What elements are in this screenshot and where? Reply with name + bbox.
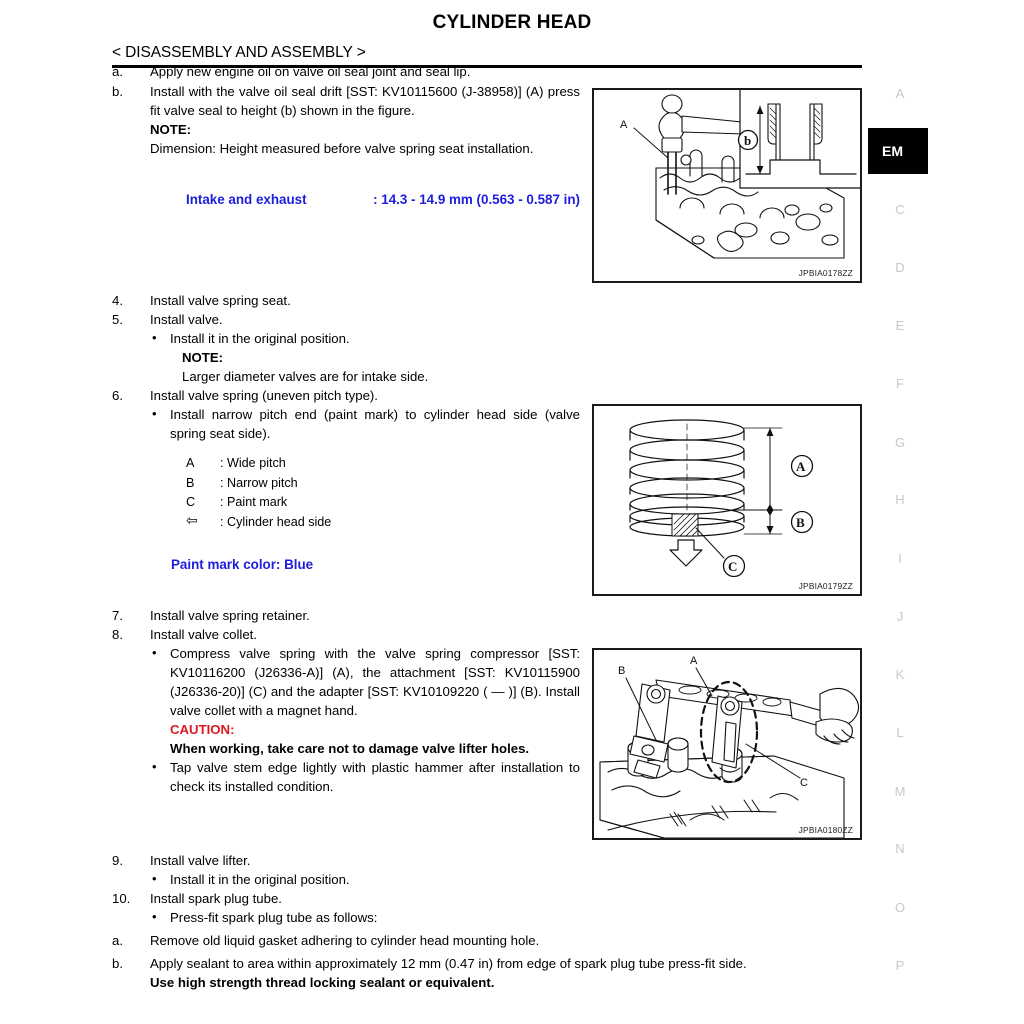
step-text: Install valve spring seat. — [150, 293, 291, 308]
figure-id: JPBIA0179ZZ — [798, 581, 853, 591]
figure-valve-oil-seal-drift — [592, 88, 862, 283]
index-tab-n[interactable]: N — [895, 841, 905, 856]
step-marker: a. — [112, 933, 123, 948]
index-tab-k[interactable]: K — [895, 667, 905, 682]
legend-item — [186, 513, 331, 533]
legend-item — [186, 493, 331, 513]
svg-text:A: A — [796, 459, 806, 474]
step-a-remove-gasket — [112, 931, 862, 950]
bullet-text: Install narrow pitch end (paint mark) to cylinder head side (valve spring seat side). — [170, 407, 580, 441]
index-tab-l[interactable]: L — [896, 725, 904, 740]
step-9-bullet — [150, 870, 862, 889]
note-label: NOTE: — [182, 350, 224, 365]
step-marker: b. — [112, 956, 123, 971]
step-text: Install valve lifter. — [150, 853, 251, 868]
text-block-bottom — [112, 851, 862, 992]
index-tab-e[interactable]: E — [895, 318, 905, 333]
figure-1-drawing — [594, 90, 860, 281]
step-8-install-collet — [112, 625, 580, 644]
figure-id: JPBIA0178ZZ — [798, 268, 853, 278]
legend-key: C — [186, 495, 196, 509]
index-tab-d[interactable]: D — [895, 260, 905, 275]
figure-2-drawing — [594, 406, 860, 594]
caution-label: CAUTION: — [170, 722, 235, 737]
bullet-icon: • — [152, 330, 157, 345]
left-arrow-icon: ⇦ — [186, 511, 198, 528]
index-tab-h[interactable]: H — [895, 492, 905, 507]
spec-intake-exhaust — [186, 192, 580, 207]
bullet-icon: • — [152, 645, 157, 660]
bullet-text: Tap valve stem edge lightly with plastic hammer after installation to check its installed condition. — [170, 760, 580, 794]
step-4-valve-spring-seat — [112, 291, 580, 310]
step-marker: 4. — [112, 293, 123, 308]
index-tab-c[interactable]: C — [895, 202, 905, 217]
step-5-bullet — [150, 329, 580, 386]
caution-text: When working, take care not to damage valve lifter holes. — [170, 741, 530, 756]
step-text: Install valve collet. — [150, 627, 258, 642]
figure-3-drawing — [594, 650, 860, 838]
index-tab-j[interactable]: J — [896, 609, 904, 624]
spring-legend — [186, 454, 331, 532]
step-6-install-valve-spring — [112, 386, 580, 405]
note-label: NOTE: — [150, 122, 192, 137]
step-marker: 6. — [112, 388, 123, 403]
step-text: Install valve spring retainer. — [150, 608, 310, 623]
svg-text:A: A — [620, 119, 628, 131]
index-tab-f[interactable]: F — [896, 376, 904, 391]
bullet-icon: • — [152, 871, 157, 886]
step-text: Apply sealant to area within approximately 12 mm (0.47 in) from edge of spark plug tube press-fit side. — [150, 956, 747, 971]
step-marker: 9. — [112, 853, 123, 868]
step-a-apply-oil — [112, 62, 580, 81]
svg-text:C: C — [800, 777, 808, 789]
step-text: Apply new engine oil on valve oil seal joint and seal lip. — [150, 64, 471, 79]
step-marker: b. — [112, 84, 123, 99]
step-marker: 7. — [112, 608, 123, 623]
legend-key: B — [186, 475, 195, 490]
step-5-install-valve — [112, 310, 580, 329]
svg-text:B: B — [796, 515, 805, 530]
spec-label: Intake and exhaust — [186, 192, 307, 207]
step-6-bullet — [150, 405, 580, 443]
section-index-tabs — [862, 0, 942, 1024]
svg-text:A: A — [690, 655, 698, 667]
step-marker: a. — [112, 64, 123, 79]
note-text: Dimension: Height measured before valve spring seat installation. — [150, 141, 534, 156]
legend-value: : Paint mark — [220, 495, 288, 509]
legend-item — [186, 474, 331, 494]
legend-key: A — [186, 456, 195, 470]
index-tab-o[interactable]: O — [894, 900, 906, 915]
step-marker: 8. — [112, 627, 123, 642]
bullet-text: Install it in the original position. — [170, 331, 350, 346]
section-heading: < DISASSEMBLY AND ASSEMBLY > — [112, 44, 366, 61]
svg-text:b: b — [744, 133, 752, 148]
figure-valve-spring — [592, 404, 862, 596]
text-block-top — [112, 62, 580, 158]
bullet-text: Compress valve spring with the valve spring compressor [SST: KV10116200 (J26336-A)] (A), the attachment [SST: KV10115900 (J26336-20)] (C) and the adapter [SST: KV10109220 ( — )] (B). Install valve collet with a magnet hand. — [170, 646, 580, 718]
text-block-steps-4-6 — [112, 291, 580, 443]
svg-text:B: B — [618, 665, 626, 677]
index-tab-p[interactable]: P — [895, 958, 905, 973]
text-block-steps-7-8 — [112, 606, 580, 796]
bullet-icon: • — [152, 909, 157, 924]
step-text: Install with the valve oil seal drift [SST: KV10115600 (J-38958)] (A) press fit valve seal to height (b) shown in the figure. — [150, 84, 580, 118]
step-b-install-drift — [112, 82, 580, 158]
step-10-bullet — [150, 908, 862, 927]
step-text: Remove old liquid gasket adhering to cylinder head mounting hole. — [150, 933, 540, 948]
paint-mark-color: Paint mark color: Blue — [171, 557, 314, 572]
step-text-bold: Use high strength thread locking sealant or equivalent. — [150, 975, 495, 990]
step-8-bullet-2 — [150, 758, 580, 796]
legend-value: : Cylinder head side — [220, 514, 332, 529]
bullet-text: Install it in the original position. — [170, 872, 350, 887]
svg-text:C: C — [728, 559, 738, 574]
step-b-apply-sealant — [112, 954, 862, 992]
index-tab-g[interactable]: G — [894, 435, 906, 450]
legend-value: : Wide pitch — [220, 456, 286, 470]
step-marker: 10. — [112, 891, 131, 906]
step-8-bullet-1 — [150, 644, 580, 758]
step-text: Install valve spring (uneven pitch type). — [150, 388, 378, 403]
index-tab-a[interactable]: A — [895, 86, 905, 101]
index-tab-i[interactable]: I — [898, 551, 902, 566]
step-10-spark-plug-tube — [112, 889, 862, 908]
step-9-install-lifter — [112, 851, 862, 870]
note-text: Larger diameter valves are for intake side. — [182, 369, 429, 384]
bullet-icon: • — [152, 406, 157, 421]
index-tab-em[interactable]: EM — [868, 128, 928, 174]
index-tab-m[interactable]: M — [894, 784, 906, 799]
page-title: CYLINDER HEAD — [432, 12, 592, 33]
legend-item — [186, 454, 331, 474]
step-text: Install valve. — [150, 312, 223, 327]
bullet-text: Press-fit spark plug tube as follows: — [170, 910, 378, 925]
spec-value: : 14.3 - 14.9 mm (0.563 - 0.587 in) — [373, 192, 580, 207]
figure-valve-spring-compressor — [592, 648, 862, 840]
figure-id: JPBIA0180ZZ — [798, 825, 853, 835]
bullet-icon: • — [152, 759, 157, 774]
step-marker: 5. — [112, 312, 123, 327]
step-text: Install spark plug tube. — [150, 891, 282, 906]
step-7-spring-retainer — [112, 606, 580, 625]
legend-value: : Narrow pitch — [220, 475, 298, 490]
